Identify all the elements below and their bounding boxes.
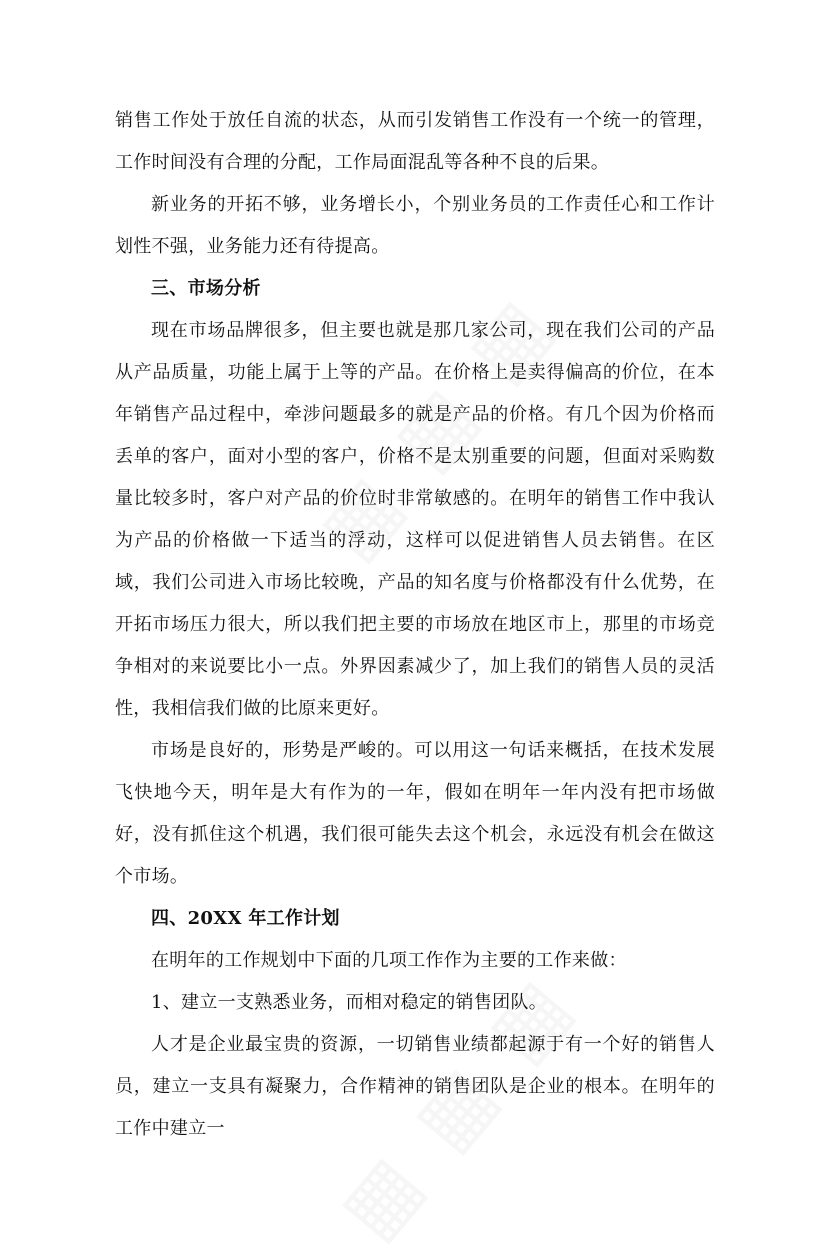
plan-item-1: 1、建立一支熟悉业务，而相对稳定的销售团队。 xyxy=(151,992,548,1013)
section-heading-market-analysis: 三、市场分析 xyxy=(151,278,261,299)
paragraph-talent: 人才是企业最宝贵的资源，一切销售业绩都起源于有一个好的销售人员，建立一支具有凝聚力，合作精神的销售团队是企业的根本。在明年的工作中建立一 xyxy=(115,1034,715,1139)
paragraph-market-brands: 现在市场品牌很多，但主要也就是那几家公司，现在我们公司的产品从产品质量，功能上属于上等的产品。在价格上是卖得偏高的价位，在本年销售产品过程中，牵涉问题最多的就是产品的价格。有几个因为价格而丢单的客户，面对小型的客户，价格不是太别重要的问题，但面对采购数量比较多时，客户对产品的价位时非常敏感的。在明年的销售工作中我认为产品的价格做一下适当的浮动，这样可以促进销售人员去销售。在区域，我们公司进入市场比较晚，产品的知名度与价格都没有什么优势，在开拓市场压力很大，所以我们把主要的市场放在地区市上，那里的市场竞争相对的来说要比小一点。外界因素减少了，加上我们的销售人员的灵活性，我相信我们做的比原来更好。 xyxy=(115,320,715,719)
paragraph-plan-intro: 在明年的工作规划中下面的几项工作作为主要的工作来做： xyxy=(151,950,627,971)
paragraph-market-outlook: 市场是良好的，形势是严峻的。可以用这一句话来概括，在技术发展飞快地今天，明年是大有作为的一年，假如在明年一年内没有把市场做好，没有抓住这个机遇，我们很可能失去这个机会，永远没有机会在做这个市场。 xyxy=(115,740,715,887)
section-heading-work-plan: 四、20XX 年工作计划 xyxy=(151,908,340,929)
document-body xyxy=(115,100,715,1150)
paragraph-management-issues: 销售工作处于放任自流的状态，从而引发销售工作没有一个统一的管理，工作时间没有合理的分配，工作局面混乱等各种不良的后果。 xyxy=(115,110,715,173)
paragraph-business-development: 新业务的开拓不够，业务增长小，个别业务员的工作责任心和工作计划性不强，业务能力还有待提高。 xyxy=(115,194,715,257)
